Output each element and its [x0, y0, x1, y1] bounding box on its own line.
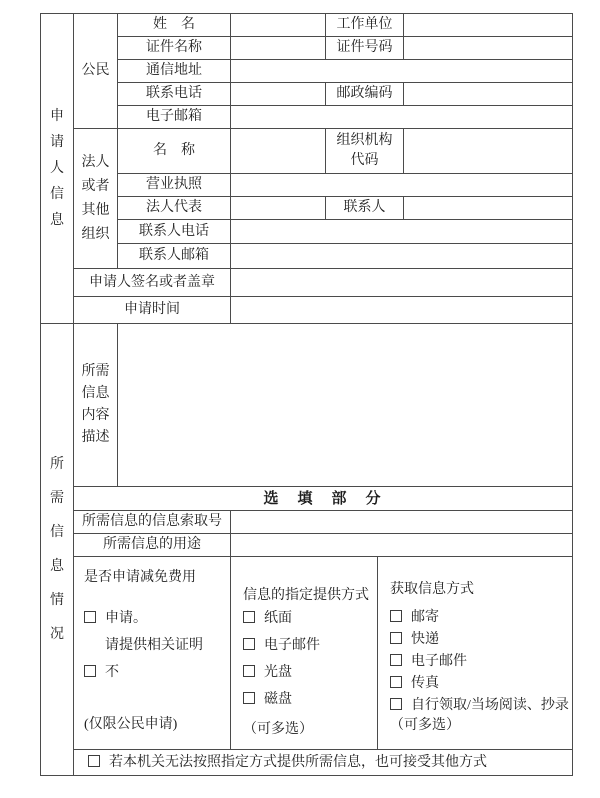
- value-contact-email[interactable]: [231, 244, 573, 269]
- fallback-label: 若本机关无法按照指定方式提供所需信息，也可接受其他方式: [109, 754, 487, 770]
- option-apply-fee-reduction[interactable]: 申请。: [84, 605, 224, 632]
- value-apply-time[interactable]: [231, 297, 573, 324]
- section-label-required-info: 所需信息情况: [41, 324, 74, 776]
- field-label-apply-time: 申请时间: [74, 297, 231, 324]
- option-email-provide[interactable]: 电子邮件: [243, 632, 371, 659]
- checkbox-cd-icon[interactable]: [243, 665, 255, 677]
- field-label-org-code: 组织机构 代码: [326, 129, 404, 174]
- option-paper[interactable]: 纸面: [243, 605, 371, 632]
- fallback-option-row[interactable]: [74, 750, 573, 776]
- value-address[interactable]: [231, 60, 573, 83]
- option-fax[interactable]: 传真: [390, 673, 566, 695]
- option-self-pickup[interactable]: 自行领取/当场阅读、抄录: [390, 695, 566, 717]
- subsection-label-legal-entity: 法人 或者 其他 组织: [74, 129, 118, 269]
- field-label-business-license: 营业执照: [118, 174, 231, 197]
- field-label-id-number: 证件号码: [326, 37, 404, 60]
- fee-reduction-cell: [74, 557, 231, 750]
- value-org-name[interactable]: [231, 129, 326, 174]
- option-cd[interactable]: 光盘: [243, 659, 371, 686]
- value-signature[interactable]: [231, 269, 573, 297]
- value-info-description[interactable]: [118, 324, 573, 487]
- checkbox-email-obtain-icon[interactable]: [390, 654, 402, 666]
- provide-method-cell: [231, 557, 378, 750]
- field-label-email: 电子邮箱: [118, 106, 231, 129]
- value-email[interactable]: [231, 106, 573, 129]
- option-express[interactable]: 快递: [390, 629, 566, 651]
- optional-section-header: 选 填 部 分: [74, 487, 573, 511]
- field-label-contact-person: 联系人: [326, 197, 404, 220]
- value-info-purpose[interactable]: [231, 534, 573, 557]
- value-id-number[interactable]: [404, 37, 573, 60]
- field-label-contact-email: 联系人邮箱: [118, 244, 231, 269]
- checkbox-paper-icon[interactable]: [243, 611, 255, 623]
- field-label-legal-rep: 法人代表: [118, 197, 231, 220]
- value-work-unit[interactable]: [404, 14, 573, 37]
- field-label-org-name: 名 称: [118, 129, 231, 174]
- checkbox-self-pickup-icon[interactable]: [390, 698, 402, 710]
- field-label-info-description: 所需 信息 内容 描述: [74, 324, 118, 487]
- application-form-table: [40, 13, 573, 776]
- checkbox-apply-icon[interactable]: [84, 611, 96, 623]
- fee-footnote: (仅限公民申请): [84, 717, 178, 732]
- checkbox-no-icon[interactable]: [84, 665, 96, 677]
- option-no-fee-reduction[interactable]: 不: [84, 659, 224, 686]
- value-id-name[interactable]: [231, 37, 326, 60]
- fee-reduction-title: 是否申请减免费用: [84, 570, 196, 585]
- field-label-contact-phone: 联系人电话: [118, 220, 231, 244]
- checkbox-email-provide-icon[interactable]: [243, 638, 255, 650]
- checkbox-fax-icon[interactable]: [390, 676, 402, 688]
- value-org-code[interactable]: [404, 129, 573, 174]
- field-label-postcode: 邮政编码: [326, 83, 404, 106]
- value-business-license[interactable]: [231, 174, 573, 197]
- field-label-info-index-number: 所需信息的信息索取号: [74, 511, 231, 534]
- field-label-phone: 联系电话: [118, 83, 231, 106]
- option-mail[interactable]: 邮寄: [390, 607, 566, 629]
- field-label-name: 姓 名: [118, 14, 231, 37]
- obtain-footnote: （可多选）: [390, 718, 460, 733]
- obtain-method-cell: [378, 557, 573, 750]
- provide-method-title: 信息的指定提供方式: [243, 588, 369, 603]
- obtain-method-title: 获取信息方式: [390, 582, 474, 597]
- checkbox-mail-icon[interactable]: [390, 610, 402, 622]
- checkbox-express-icon[interactable]: [390, 632, 402, 644]
- provide-footnote: （可多选）: [243, 722, 313, 737]
- checkbox-disk-icon[interactable]: [243, 692, 255, 704]
- field-label-id-name: 证件名称: [118, 37, 231, 60]
- subsection-label-citizen: 公民: [74, 14, 118, 129]
- fee-apply-note: 请提供相关证明: [105, 638, 203, 653]
- field-label-address: 通信地址: [118, 60, 231, 83]
- value-contact-person[interactable]: [404, 197, 573, 220]
- option-email-obtain[interactable]: 电子邮件: [390, 651, 566, 673]
- value-name[interactable]: [231, 14, 326, 37]
- section-label-applicant: 申请人信息: [41, 14, 74, 324]
- field-label-signature: 申请人签名或者盖章: [74, 269, 231, 297]
- field-label-info-purpose: 所需信息的用途: [74, 534, 231, 557]
- value-legal-rep[interactable]: [231, 197, 326, 220]
- value-postcode[interactable]: [404, 83, 573, 106]
- option-disk[interactable]: 磁盘: [243, 686, 371, 713]
- value-contact-phone[interactable]: [231, 220, 573, 244]
- checkbox-fallback-icon[interactable]: [88, 755, 100, 767]
- value-phone[interactable]: [231, 83, 326, 106]
- field-label-work-unit: 工作单位: [326, 14, 404, 37]
- value-info-index-number[interactable]: [231, 511, 573, 534]
